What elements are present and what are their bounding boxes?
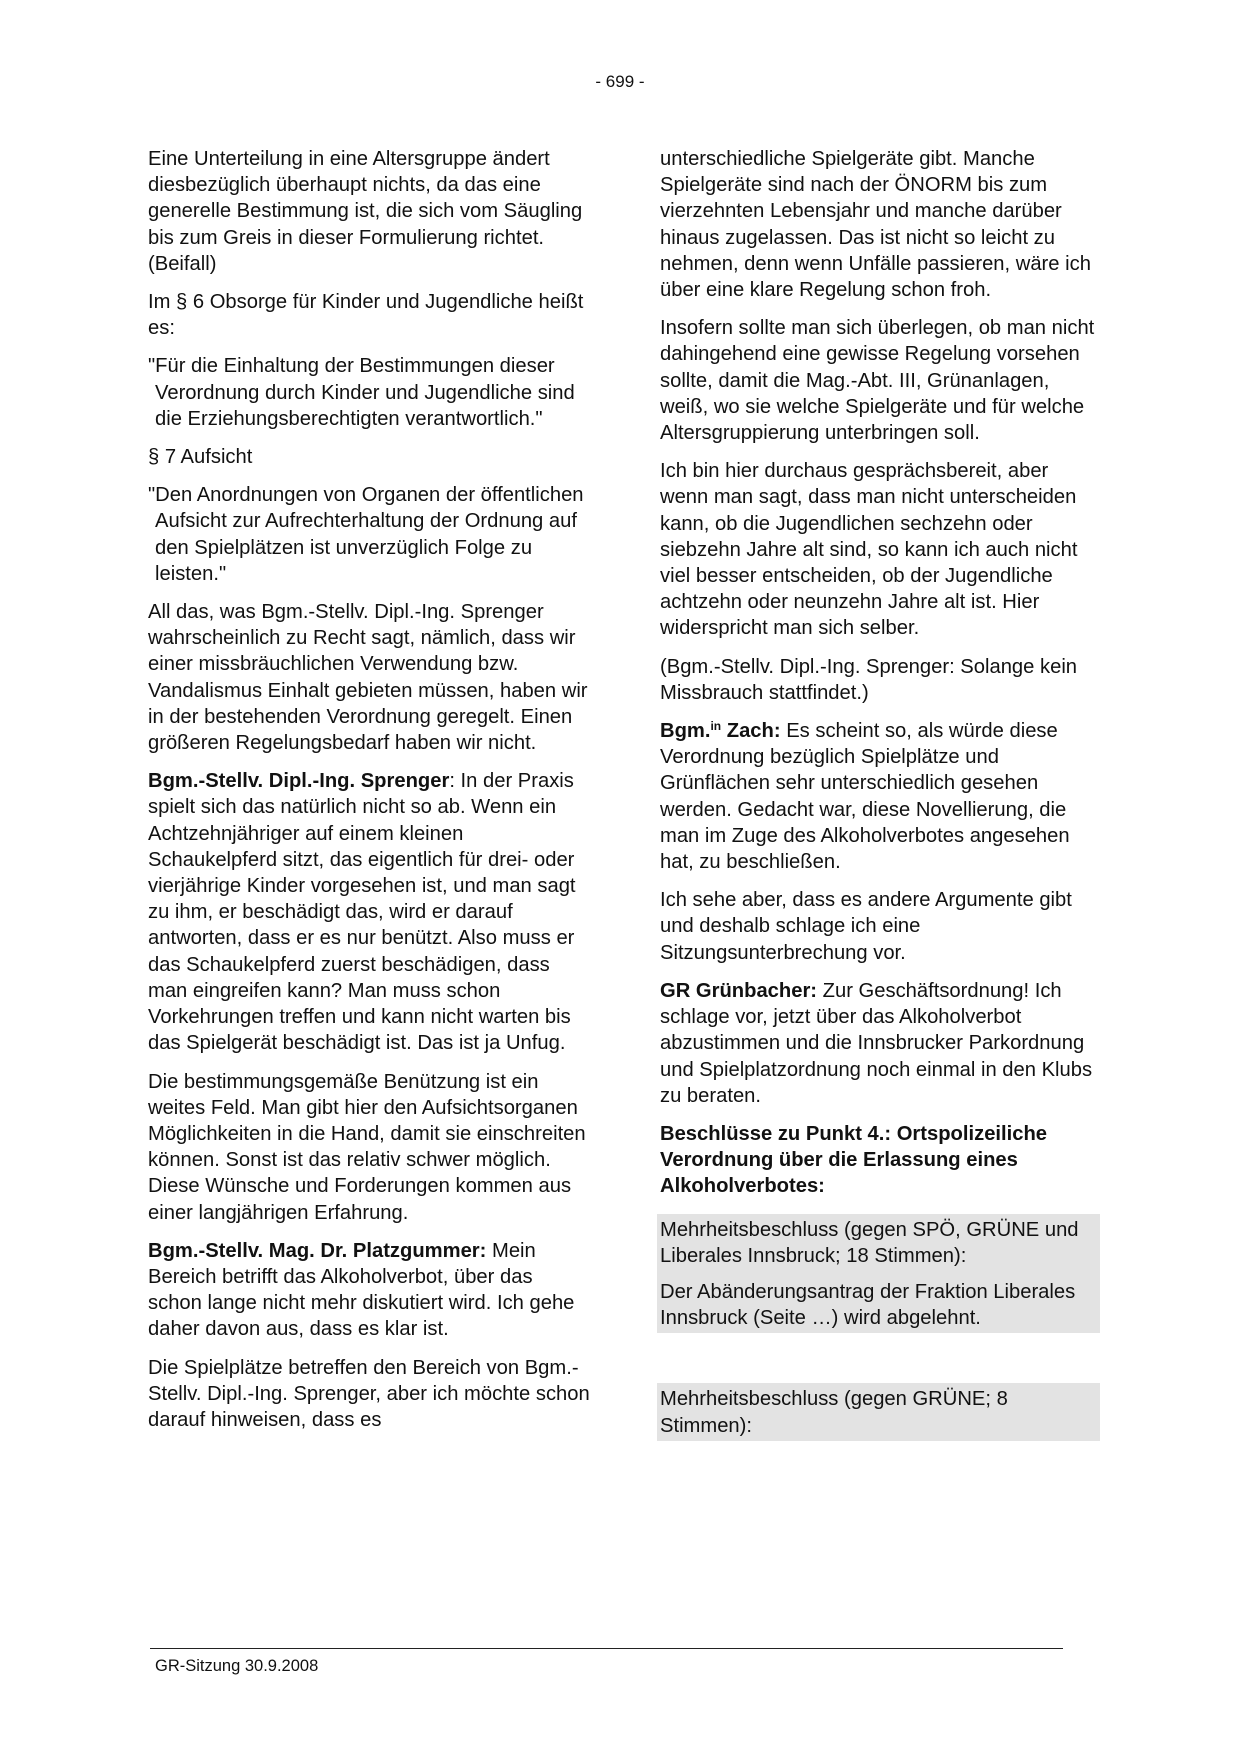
- paragraph: unterschiedliche Spielgeräte gibt. Manche Spielgeräte sind nach der ÖNORM bis zum vierzehnten Lebensjahr und manche darüber hinaus zugelassen. Das ist nicht so leicht zu nehmen, denn wenn Unfälle passieren, wäre ich über eine klare Regelung schon froh.: [660, 148, 1091, 302]
- paragraph: Die bestimmungsgemäße Benützung ist ein weites Feld. Man gibt hier den Aufsichtsorganen Möglichkeiten in die Hand, damit sie einschreiten können. Sonst ist das relativ schwer möglich. Diese Wünsche und Forderungen kommen aus einer langjährigen Erfahrung.: [148, 1070, 586, 1224]
- speaker-name: Bgm.-Stellv. Mag. Dr. Platzgummer:: [148, 1239, 487, 1262]
- speaker-name: Bgm.-Stellv. Dipl.-Ing. Sprenger: [148, 770, 450, 793]
- resolution-heading: Beschlüsse zu Punkt 4.: Ortspolizeiliche Verordnung über die Erlassung eines Alkoholverbotes:: [660, 1122, 1048, 1198]
- speaker-superscript: in: [710, 719, 722, 734]
- paragraph: Eine Unterteilung in eine Altersgruppe ändert diesbezüglich überhaupt nichts, da das eine generelle Bestimmung ist, die sich vom Säugling bis zum Greis in dieser Formulierung richtet. (Beifall): [148, 148, 583, 275]
- resolution-text: Der Abänderungsantrag der Fraktion Liberales Innsbruck (Seite …) wird abgelehnt.: [660, 1280, 1076, 1330]
- resolution-box: [657, 1214, 1100, 1334]
- section-title: § 7 Aufsicht: [148, 446, 253, 469]
- speech-paragraph: [660, 718, 1102, 875]
- paragraph: Die Spielplätze betreffen den Bereich von Bgm.-Stellv. Dipl.-Ing. Sprenger, aber ich möchte schon darauf hinweisen, dass es: [148, 1356, 590, 1431]
- speaker-name-rest: Zach:: [721, 720, 781, 743]
- footer-divider: [150, 1648, 1063, 1649]
- resolution-vote: Mehrheitsbeschluss (gegen SPÖ, GRÜNE und Liberales Innsbruck; 18 Stimmen):: [660, 1218, 1079, 1267]
- speaker-name: Bgm.: [660, 720, 711, 743]
- paragraph: All das, was Bgm.-Stellv. Dipl.-Ing. Sprenger wahrscheinlich zu Recht sagt, nämlich, dass wir einer missbräuchlichen Verwendung bzw. Vandalismus Einhalt gebieten müssen, haben wir in der bestehenden Verordnung geregelt. Einen größeren Regelungsbedarf haben wir nicht.: [148, 601, 588, 755]
- resolution-vote: Mehrheitsbeschluss (gegen GRÜNE; 8 Stimmen):: [660, 1388, 1008, 1437]
- paragraph: Ich bin hier durchaus gesprächsbereit, aber wenn man sagt, dass man nicht unterscheiden kann, ob die Jugendlichen sechzehn oder siebzehn Jahre alt sind, so kann ich auch nicht viel besser entscheiden, ob der Jugendliche achtzehn oder neunzehn Jahre alt ist. Hier widerspricht man sich selber.: [660, 460, 1078, 640]
- speech-text: : In der Praxis spielt sich das natürlich nicht so ab. Wenn ein Achtzehnjähriger auf einem kleinen Schaukelpferd sitzt, das eigentlich für drei- oder vierjährige Kinder vorgesehen ist, und man sagt zu ihm, er beschädigt das, wird er darauf antworten, dass er es nur benützt. Also muss er das Schaukelpferd zuerst beschädigen, dass man eingreifen kann? Man muss schon Vorkehrungen treffen und kann nicht warten bis das Spielgerät beschädigt ist. Das ist ja Unfug.: [148, 770, 576, 1055]
- left-column: [148, 146, 590, 1445]
- speech-paragraph: [148, 768, 590, 1056]
- speech-text: Mein Bereich betrifft das Alkoholverbot, über das schon lange nicht mehr diskutiert wird. Ich gehe daher davon aus, dass es klar ist.: [148, 1239, 575, 1341]
- speaker-name: GR Grünbacher:: [660, 979, 818, 1002]
- paragraph: Ich sehe aber, dass es andere Argumente gibt und deshalb schlage ich eine Sitzungsunterbrechung vor.: [660, 889, 1072, 964]
- footer-text: GR-Sitzung 30.9.2008: [155, 1657, 319, 1675]
- quote-paragraph: "Den Anordnungen von Organen der öffentlichen Aufsicht zur Aufrechterhaltung der Ordnung auf den Spielplätzen ist unverzüglich Folge zu leisten.": [148, 484, 584, 585]
- page-number: - 699 -: [595, 72, 645, 91]
- paragraph: Im § 6 Obsorge für Kinder und Jugendliche heißt es:: [148, 291, 584, 340]
- paragraph: Insofern sollte man sich überlegen, ob man nicht dahingehend eine gewisse Regelung vorsehen sollte, damit die Mag.-Abt. III, Grünanlagen, weiß, wo sie welche Spielgeräte und für welche Altersgruppierung unterbringen soll.: [660, 317, 1095, 445]
- speech-paragraph: [660, 978, 1102, 1109]
- right-column: [660, 146, 1102, 1441]
- resolution-box: [657, 1383, 1100, 1440]
- interjection: (Bgm.-Stellv. Dipl.-Ing. Sprenger: Solange kein Missbrauch stattfindet.): [660, 655, 1078, 704]
- speech-text: Zur Geschäftsordnung! Ich schlage vor, jetzt über das Alkoholverbot abzustimmen und die Innsbrucker Parkordnung und Spielplatzordnung noch einmal in den Klubs zu beraten.: [660, 979, 1093, 1107]
- speech-paragraph: [148, 1238, 590, 1343]
- quote-paragraph: "Für die Einhaltung der Bestimmungen dieser Verordnung durch Kinder und Jugendliche sind die Erziehungsberechtigten verantwortlich.": [148, 355, 575, 430]
- speech-text: Es scheint so, als würde diese Verordnung bezüglich Spielplätze und Grünflächen sehr unterschiedlich gesehen werden. Gedacht war, diese Novellierung, die man im Zuge des Alkoholverbotes angesehen hat, zu beschließen.: [660, 720, 1070, 874]
